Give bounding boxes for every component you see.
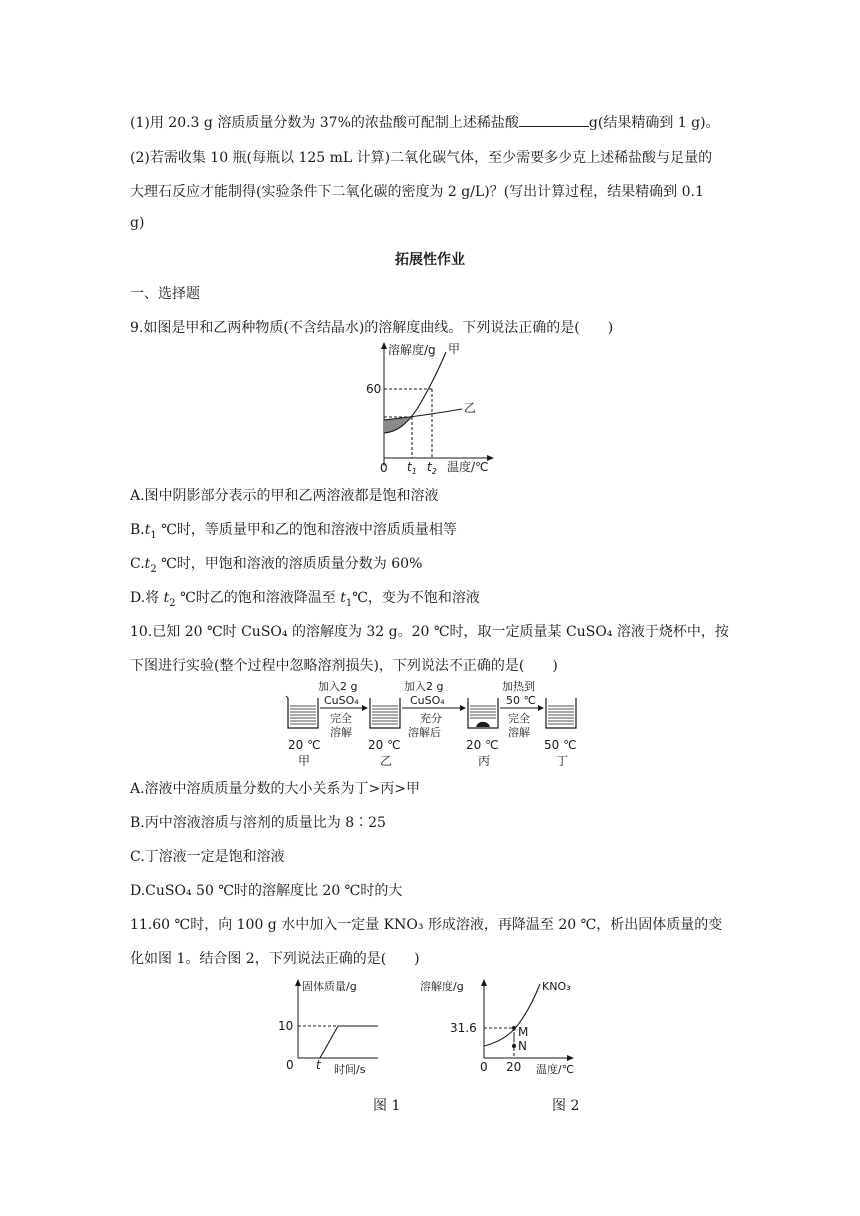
step1-label-top: 加入2 g (318, 680, 358, 693)
q9-option-c: $C.t_2$ ℃时，甲饱和溶液的溶质质量分数为 60% (130, 556, 423, 575)
beaker-jia (286, 696, 318, 728)
q9-option-b: $B.t_1$ ℃时，等质量甲和乙的饱和溶液中溶质质量相等 (130, 522, 457, 541)
q10-option-d: D.CuSO₄ 50 ℃时的溶解度比 20 ℃时的大 (130, 883, 403, 899)
q10-stem-line2: 下图进行实验(整个过程中忽略溶剂损失)，下列说法不正确的是( ) (130, 658, 558, 674)
beaker-jia-name: 甲 (298, 754, 311, 768)
beaker-bing-name: 丙 (478, 754, 491, 768)
fig1-curve (320, 1026, 378, 1058)
y-axis-label: 溶解度/g (388, 343, 436, 357)
q9-option-d: D.将 $t_2$ ℃时乙的饱和溶液降温至 $t_1℃$，变为不饱和溶液 (130, 590, 480, 609)
fig2-caption: 图 2 (552, 1098, 580, 1114)
point-n (512, 1044, 516, 1048)
beaker-yi-temp: 20 ℃ (368, 738, 401, 752)
fig2-label-n: N (518, 1039, 527, 1053)
q10-experiment-diagram (280, 676, 590, 771)
tick-60: 60 (366, 382, 382, 396)
fig2-y-arrow (481, 979, 487, 986)
q11-figure-2 (420, 976, 590, 1081)
section-title: 拓展性作业 (395, 252, 465, 268)
q9-stem: 9.如图是甲和乙两种物质(不含结晶水)的溶解度曲线。下列说法正确的是( ) (130, 320, 614, 336)
arrow-1-head (362, 705, 368, 711)
step1-label-mid: CuSO₄ (324, 694, 359, 707)
arrow-2-head (460, 705, 466, 711)
fig2-x-label: 温度/℃ (536, 1063, 575, 1076)
q11-figure-1 (278, 976, 388, 1081)
beaker-yi-name: 乙 (380, 754, 393, 768)
q-prev-part1-tail: g(结果精确到 1 g)。 (588, 115, 720, 131)
fig2-label-m: M (518, 1025, 529, 1039)
step1-label-b1: 完全 (330, 712, 352, 725)
q-prev-part1 (130, 112, 720, 132)
fig2-curve-kno3 (484, 984, 540, 1046)
q10-option-c: C.丁溶液一定是饱和溶液 (130, 849, 285, 865)
series-label-yi: 乙 (464, 401, 477, 415)
q11-stem-line1: 11.60 ℃时，向 100 g 水中加入一定量 KNO₃ 形成溶液，再降温至 20 ℃，析出固体质量的变 (130, 917, 723, 933)
beaker-ding-temp: 50 ℃ (544, 738, 577, 752)
beaker-bing-temp: 20 ℃ (466, 738, 499, 752)
fig1-origin: 0 (286, 1058, 294, 1072)
step3-label-b1: 完全 (508, 712, 530, 725)
fig2-tick-20: 20 (506, 1060, 522, 1074)
step2-label-mid: CuSO₄ (410, 694, 445, 707)
fig1-tick-t: t (316, 1058, 321, 1072)
beaker-bing (468, 698, 498, 728)
subsection-title: 一、选择题 (130, 286, 200, 302)
fig2-x-arrow (567, 1055, 574, 1061)
answer-blank[interactable] (519, 112, 589, 127)
curve-yi (384, 409, 462, 420)
q9-solubility-graph (362, 340, 512, 475)
fig2-origin: 0 (480, 1060, 488, 1074)
beaker-ding (546, 698, 576, 728)
step2-label-b2: 溶解后 (408, 726, 441, 739)
precipitate (476, 722, 490, 727)
q11-stem-line2: 化如图 1。结合图 2，下列说法正确的是( ) (130, 951, 420, 967)
beaker-jia-temp: 20 ℃ (288, 738, 321, 752)
step3-label-mid: 50 ℃ (506, 694, 536, 707)
fig1-y-label: 固体质量/g (302, 980, 357, 993)
tick-t1: $t_1$ (407, 460, 417, 475)
q-prev-part2-line2: 大理石反应才能制得(实验条件下二氧化碳的密度为 2 g/L)？(写出计算过程，结果精确到 0.1 (130, 184, 704, 200)
q9-option-a: A.图中阴影部分表示的甲和乙两溶液都是饱和溶液 (130, 488, 439, 504)
q-prev-part1-text: (1)用 20.3 g 溶质质量分数为 37%的浓盐酸可配制上述稀盐酸 (130, 115, 519, 131)
y-axis-arrow (381, 342, 387, 349)
fig1-y-arrow (295, 979, 301, 986)
fig2-y-label: 溶解度/g (420, 980, 464, 993)
step2-label-b1: 充分 (420, 712, 442, 725)
q-prev-part2-line1: (2)若需收集 10 瓶(每瓶以 125 mL 计算)二氧化碳气体，至少需要多少克上述稀盐酸与足量的 (130, 150, 713, 166)
q-prev-part2-line3: g) (130, 215, 145, 231)
step3-label-b2: 溶解 (508, 726, 530, 739)
fig1-caption: 图 1 (373, 1098, 401, 1114)
q10-option-a: A.溶液中溶质质量分数的大小关系为丁>丙>甲 (130, 781, 421, 797)
step2-label-top: 加入2 g (404, 680, 444, 693)
q10-option-b: B.丙中溶液溶质与溶剂的质量比为 8∶25 (130, 815, 386, 831)
series-label-jia: 甲 (448, 342, 461, 356)
step1-label-b2: 溶解 (330, 726, 352, 739)
tick-t2: $t_2$ (427, 460, 437, 475)
arrow-3-head (538, 705, 544, 711)
x-axis-label: 温度/℃ (447, 460, 489, 474)
fig1-x-label: 时间/s (334, 1063, 366, 1076)
beaker-yi (370, 698, 400, 728)
point-m (512, 1026, 516, 1030)
q10-stem-line1: 10.已知 20 ℃时 CuSO₄ 的溶解度为 32 g。20 ℃时，取一定质量某 CuSO₄ 溶液于烧杯中，按 (130, 624, 729, 640)
step3-label-top: 加热到 (502, 680, 535, 693)
fig1-tick-10: 10 (278, 1019, 294, 1033)
origin-label: 0 (380, 461, 388, 475)
beaker-ding-name: 丁 (556, 754, 569, 768)
fig2-series-label: KNO₃ (542, 980, 571, 993)
fig2-tick-316: 31.6 (450, 1021, 477, 1035)
